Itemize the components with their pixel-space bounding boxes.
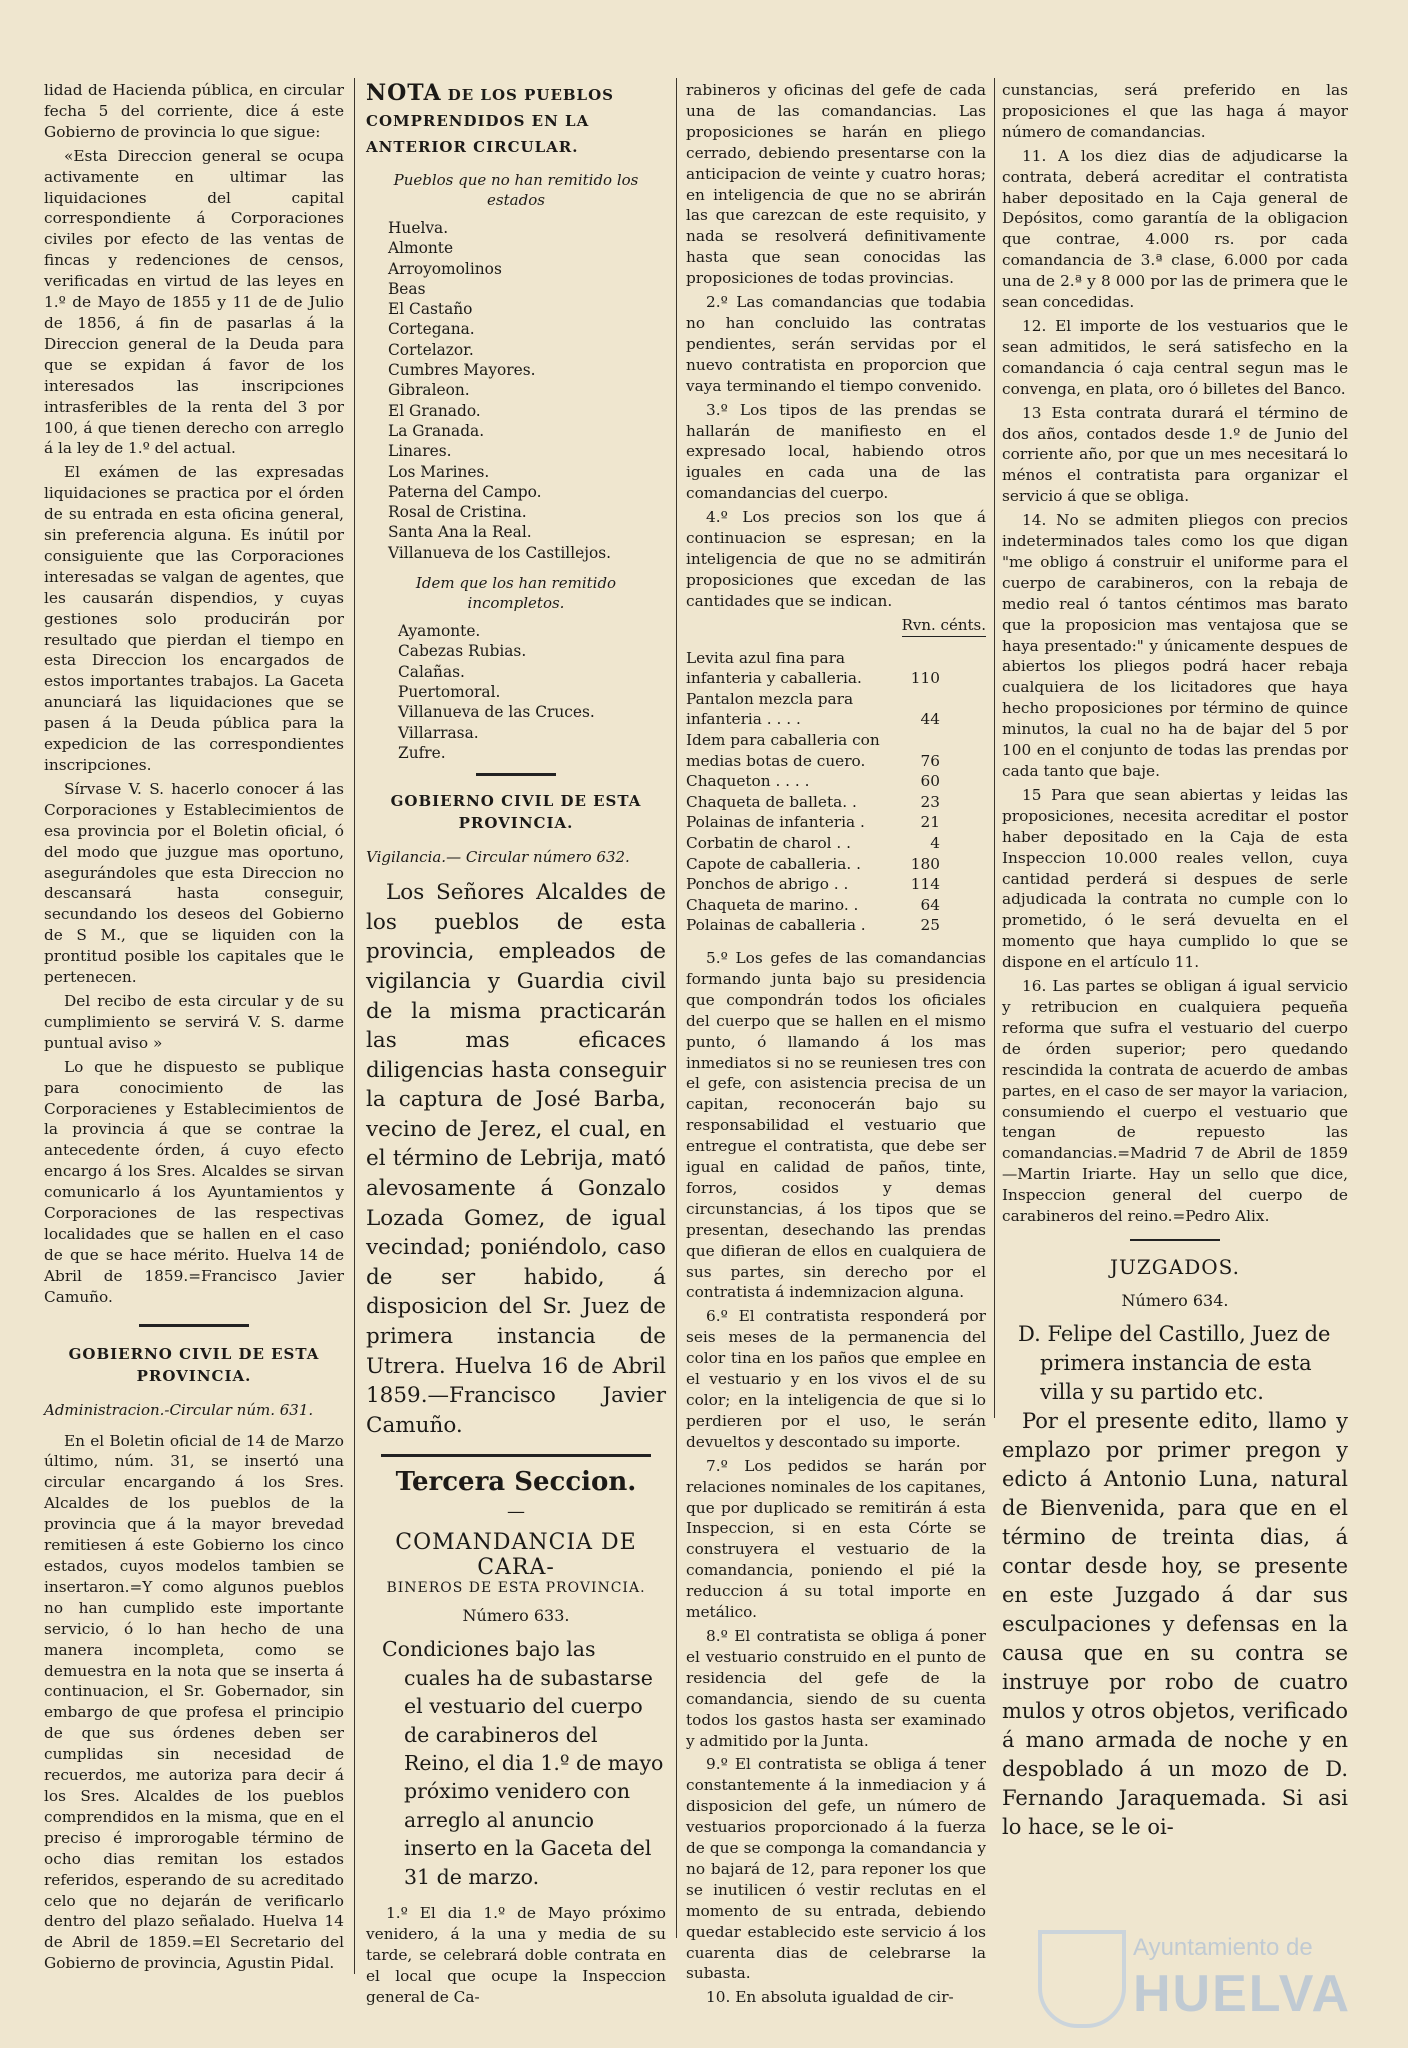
paragraph: cunstancias, será preferido en las proposiciones el que las haga á mayor número de comandancias. xyxy=(1002,81,1348,141)
paragraph: Sírvase V. S. hacerlo conocer á las Corporaciones y Establecimientos de esa provincia por el Boletin oficial, ó del modo que juzgue mas oportuno, asegurándoles que esta Direccion no descansará hasta conseguir, secundando los deseos del Gobierno de S M., que se liquiden con la prontitud posible los capitales que le pertenecen. xyxy=(44,779,344,987)
divider xyxy=(1130,1239,1220,1241)
shield-icon xyxy=(1038,1930,1126,2028)
list-item: Huelva. xyxy=(388,219,449,237)
section-heading: JUZGADOS. xyxy=(1110,1254,1240,1279)
price-item: Polainas de caballeria . xyxy=(686,916,866,935)
list-title: Idem que los han remitido incompletos. xyxy=(415,574,617,613)
price-item: Chaqueton . . . . xyxy=(686,772,810,791)
paragraph: 7.º Los pedidos se harán por relaciones nominales de los capitanes, que por duplicado se remitirán á esta Inspeccion, si en esta Córte se construyera el vestuario de la comandancia, poniendo el pié la reduccion á su total importe en metálico. xyxy=(686,1456,986,1622)
paragraph: 12. El importe de los vestuarios que le sean admitidos, le será satisfecho en la comandancia ó caja central segun mas le convenga, en plata, oro ó billetes del Banco. xyxy=(1002,316,1348,398)
column-rule xyxy=(676,78,677,1938)
list-item: Puertomoral. xyxy=(398,682,501,701)
paragraph: 16. Las partes se obligan á igual servicio y retribucion en cualquiera pequeña reforma que sufra el vestuario del cuerpo de órden superior; pero quedando rescindida la contrata de acuerdo de ambas partes, en el caso de ser mayor la variacion, consumiendo el cuerpo el vestuario que tengan de repuesto las comandancias.=Madrid 7 de Abril de 1859 —Martin Iriarte. Hay un sello que dice, Inspeccion general del cuerpo de carabineros del reino.=Pedro Alix. xyxy=(1002,977,1348,1226)
nota-title-rest: DE LOS PUEBLOS COMPRENDIDOS EN LA ANTERIOR CIRCULAR. xyxy=(366,86,614,156)
paragraph: 9.º El contratista se obliga á tener constantemente á la inmediacion y á disposicion del gefe, un número de vestuarios proporcionado á la fuerza de que se componga la comandancia y no bajará de 12, para reponer los que se inutilicen ó vestir reclutas en el momento de su entrada, debiendo quedar establecido este servicio á los cuarenta dias de celebrarse la subasta. xyxy=(686,1755,986,1983)
notice-number: Número 634. xyxy=(1121,1290,1229,1310)
list-item: Los Marines. xyxy=(388,462,490,481)
paragraph: 4.º Los precios son los que á continuacion se espresan; en la inteligencia de que no se admitirán proposiciones que excedan de las cantidades que se indican. xyxy=(686,508,986,610)
list-item: Ayamonte. xyxy=(398,622,481,641)
list-item: Linares. xyxy=(388,442,452,461)
paragraph: 6.º El contratista responderá por seis meses de la permanencia del color tina en los paños que emplee en el vestuario y en los vivos el de su color; en la inteligencia de que si lo perdieren por el uso, le serán devueltos y descontado su importe. xyxy=(686,1307,986,1451)
column-rule xyxy=(994,78,995,1418)
price-item: Levita azul fina para infanteria y caballeria. xyxy=(686,648,862,688)
list-item: Beas xyxy=(388,279,426,298)
paragraph: 10. En absoluta igualdad de cir- xyxy=(706,1988,954,2007)
price-value: 180 xyxy=(910,854,940,873)
column-rule xyxy=(354,78,355,1974)
price-value: 25 xyxy=(920,916,940,935)
price-item: Ponchos de abrigo . . xyxy=(686,875,849,894)
watermark-line1: Ayuntamiento de xyxy=(1133,1934,1313,1961)
archive-watermark xyxy=(1038,1920,1352,2030)
paragraph: 2.º Las comandancias que todabia no han concluido las contratas pendientes, serán servidas por el nuevo contratista en proporcion que vaya terminando el tiempo convenido. xyxy=(686,293,986,395)
list-item: Zufre. xyxy=(398,743,446,762)
paragraph: El exámen de las expresadas liquidaciones se practica por el órden de su entrada en esta oficina general, sin preferencia alguna. Es inútil por consiguiente que las Corporaciones interesadas se valgan de agentes, que les causarán dispendios, y cuyas gestiones solo producirán por resultado que pierdan el tiempo en esta Direccion los encargados de estos importantes trabajos. La Gaceta anunciará las liquidaciones que se pasen á la Deuda pública para la expedicion de las correspondientes inscripciones. xyxy=(44,463,344,774)
price-item: Chaqueta de marino. . xyxy=(686,895,859,914)
price-item: Capote de caballeria. . xyxy=(686,854,861,873)
list-item: Rosal de Cristina. xyxy=(388,503,527,522)
comandancia-title: COMANDANCIA DE CARA- xyxy=(395,1530,637,1581)
list-item: Almonte xyxy=(388,239,454,258)
paragraph: 14. No se admiten pliegos con precios indeterminados tales como los que digan "me obligo á construir el uniforme para el cuerpo de carabineros, con la rebaja de medio real ó tantos céntimos mas barato que la proposicion mas ventajosa que se haya presentado:" y únicamente despues de abiertos los pliegos podrá hacer rebaja cualquiera de los licitadores que haya hecho proposiciones por término de quince minutos, la cual no ha de bajar del 5 por 100 en el conjunto de todas las prendas por cada tanto que baje. xyxy=(1002,511,1348,780)
list-item: Villarrasa. xyxy=(398,723,479,742)
divider xyxy=(139,1324,249,1327)
table-row xyxy=(686,792,986,813)
list-item: Paterna del Campo. xyxy=(388,482,542,501)
conditions-title: Condiciones bajo las cuales ha de subastarse el vestuario del cuerpo de carabineros del Reino, el dia 1.º de mayo próximo venidero con arreglo al anuncio inserto en la Gaceta del 31 de marzo. xyxy=(382,1637,664,1889)
paragraph: 13 Esta contrata durará el término de dos años, contados desde 1.º de Junio del corriente año, por que un mes necesitará lo ménos el contratista para organizar el servicio á que se obliga. xyxy=(1002,403,1348,506)
list-item: La Granada. xyxy=(388,421,485,440)
notice-number: Número 633. xyxy=(462,1606,570,1626)
table-row xyxy=(686,689,986,730)
table-row xyxy=(686,771,986,792)
table-row xyxy=(686,915,986,936)
nota-title xyxy=(366,80,666,160)
list-item: Gibraleon. xyxy=(388,381,470,400)
table-row xyxy=(686,648,986,689)
paragraph: 11. A los diez dias de adjudicarse la contrata, deberá acreditar el contratista haber depositado en la Caja general de Depósitos, como garantía de la obligacion que contrae, 4.000 rs. por cada comandancia de 3.ª clase, 6.000 por cada una de 2.ª y 8 000 por las de primera que le sean concedidas. xyxy=(1002,146,1348,312)
paragraph: 3.º Los tipos de las prendas se hallarán de manifiesto en el expresado local, habiendo otros iguales en cada una de las comandancias del cuerpo. xyxy=(686,400,986,503)
town-list xyxy=(366,621,666,763)
price-value: 21 xyxy=(920,813,940,832)
price-item: Idem para caballeria con medias botas de cuero. xyxy=(686,731,880,770)
column-1 xyxy=(44,80,344,1988)
list-item: El Granado. xyxy=(388,401,481,420)
price-value: 110 xyxy=(910,669,940,688)
paragraph: Lo que he dispuesto se publique para conocimiento de las Corporacienes y Establecimientos de la provincia á que se contrae la antecedente órden, á cuyo efecto encargo á los Sres. Alcaldes se sirvan comunicarlo á los Ayuntamientos y Corporaciones de las respectivas localidades que se hallen en el caso de que se hace mérito. Huelva 14 de Abril de 1859.=Francisco Javier Camuño. xyxy=(44,1057,344,1306)
paragraph: 15 Para que sean abiertas y leidas las proposiciones, necesita acreditar el postor haber depositado en la Caja de esta Inspeccion 10.000 reales vellon, cuya cantidad perderá si despues de serle adjudicada la contrata no cumple con lo prometido, ó le será devuelta en el momento que haya cumplido lo que se dispone en el artículo 11. xyxy=(1002,785,1348,972)
table-row xyxy=(686,812,986,833)
list-item: Calañas. xyxy=(398,662,465,681)
price-table xyxy=(686,648,986,936)
notice-text: Por el presente edito, llamo y emplazo por primer pregon y edicto á Antonio Luna, natural de Bienvenida, para que en el término de treinta dias, á contar desde hoy, se presente en este Juzgado á dar sus esculpaciones y defensas en la causa que en su contra se instruye por robo de cuatro mulos y otros objetos, verificado á mano armada de noche y en despoblado á un mozo de D. Fernando Jaraquemada. Si asi lo hace, se le oi- xyxy=(1002,1408,1348,1839)
price-value: 114 xyxy=(910,875,940,894)
price-value: 4 xyxy=(930,834,940,852)
paragraph: rabineros y oficinas del gefe de cada una de las comandancias. Las proposiciones se harán en pliego cerrado, debiendo presentarse con la anticipacion de veinte y cuatro horas; en inteligencia de que no se abrirán las que carezcan de este requisito, y nada se resolverá definitivamente hasta que sean conocidas las proposiciones de todas provincias. xyxy=(686,81,986,288)
price-value: 44 xyxy=(920,710,940,729)
price-item: Chaqueta de balleta. . xyxy=(686,792,857,811)
list-item: Arroyomolinos xyxy=(388,259,502,278)
table-row xyxy=(686,895,986,916)
price-header-label: Rvn. cénts. xyxy=(902,616,986,637)
paragraph: 5.º Los gefes de las comandancias formando junta bajo su presidencia que compondrán todos los oficiales del cuerpo que se hallen en el mismo punto, ó llamando á los mas inmediatos si no se reuniesen tres con el gefe, con asistencia precisa de un capitan, reconocerán bajo su responsabilidad el vestuario que entregue el contratista, que debe ser igual en calidad de paños, tinte, forros, cosidos y demas circunstancias, á los tipos que se presentan, desechando las prendas que difieran de ellos en cualquiera de sus partes, sin derecho por el contratista á indemnizacion alguna. xyxy=(686,948,986,1302)
section-heading: GOBIERNO CIVIL DE ESTA PROVINCIA. xyxy=(390,792,642,833)
price-value: 76 xyxy=(920,751,940,770)
table-row xyxy=(686,854,986,875)
paragraph: «Esta Direccion general se ocupa activamente en ultimar las liquidaciones del capital correspondiente á Corporaciones civiles por efecto de las ventas de fincas y redenciones de censos, verificadas en virtud de las leyes en 1.º de Mayo de 1855 y 11 de de Julio de 1856, á fin de pasarlas á la Direccion general de la Deuda para que se expidan á favor de los interesados las inscripciones intrasferibles de la renta del 3 por 100, á que tienen derecho con arreglo á la ley de 1.º del actual. xyxy=(44,146,344,458)
list-item: Villanueva de las Cruces. xyxy=(398,703,595,722)
town-list xyxy=(366,218,666,563)
list-item: Cortegana. xyxy=(388,320,475,339)
price-value: 64 xyxy=(920,895,940,914)
column-2 xyxy=(366,80,666,2006)
watermark-line2: HUELVA xyxy=(1133,1965,1352,2023)
column-4 xyxy=(1002,80,1348,1988)
list-item: Cabezas Rubias. xyxy=(398,642,527,661)
paragraph: Del recibo de esta circular y de su cumplimiento se servirá V. S. darme puntual aviso » xyxy=(44,991,344,1052)
circular-label: Vigilancia.— Circular número 632. xyxy=(366,848,630,867)
list-title: Pueblos que no han remitido los estados xyxy=(393,171,639,209)
price-value: 23 xyxy=(920,792,940,811)
list-item: Villanueva de los Castillejos. xyxy=(388,543,612,562)
price-item: Polainas de infanteria . xyxy=(686,813,865,832)
list-item: Cumbres Mayores. xyxy=(388,361,536,380)
table-row xyxy=(686,730,986,771)
list-item: Santa Ana la Real. xyxy=(388,523,532,542)
column-3 xyxy=(686,80,986,2007)
table-row xyxy=(686,874,986,895)
circular-label: Administracion.-Circular núm. 631. xyxy=(44,1400,314,1419)
price-item: Pantalon mezcla para infanteria . . . . xyxy=(686,689,854,729)
divider xyxy=(381,1454,651,1457)
nota-title-first: NOTA xyxy=(366,80,442,106)
paragraph: En el Boletin oficial de 14 de Marzo último, núm. 31, se insertó una circular encargando á los Sres. Alcaldes de los pueblos de la provincia que á la mayor brevedad remitiesen á este Gobierno los cinco estados, cuyos modelos tambien se insertaron.=Y como algunos pueblos no han cumplido este importante servicio, ó lo han hecho de una manera incompleta, como se demuestra en la nota que se inserta á continuacion, el Sr. Gobernador, sin embargo de que profesa el principio de que sus órdenes deben ser cumplidas sin necesidad de recuerdos, me autoriza para decir á los Sres. Alcaldes de los pueblos comprendidos en la misma, que en el preciso é improrogable término de ocho dias remitan los estados referidos, esperando de su acreditado celo que no dejarán de verificarlo dentro del plazo señalado. Huelva 14 de Abril de 1859.=El Secretario del Gobierno de provincia, Agustin Pidal. xyxy=(44,1431,344,1973)
list-item: Cortelazor. xyxy=(388,340,474,359)
price-value: 60 xyxy=(920,772,940,791)
divider xyxy=(476,773,556,776)
paragraph: 8.º El contratista se obliga á poner el vestuario construido en el punto de residencia del gefe de la comandancia, siendo de su cuenta todos los gastos hasta ser examinado y admitido por la Junta. xyxy=(686,1626,986,1750)
paragraph: lidad de Hacienda pública, en circular fecha 5 del corriente, dice á este Gobierno de provincia lo que sigue: xyxy=(44,81,344,141)
section-heading: GOBIERNO CIVIL DE ESTA PROVINCIA. xyxy=(68,1344,320,1385)
list-item: El Castaño xyxy=(388,300,473,319)
dash: — xyxy=(507,1501,525,1523)
notice-text: Los Señores Alcaldes de los pueblos de esta provincia, empleados de vigilancia y Guardia civil de la misma practicarán las mas eficaces diligencias hasta conseguir la captura de José Barba, vecino de Jerez, el cual, en el término de Lebrija, mató alevosamente á Gonzalo Lozada Gomez, de igual vecindad; poniéndolo, caso de ser habido, á disposicion del Sr. Juez de primera instancia de Utrera. Huelva 16 de Abril 1859.—Francisco Javier Camuño. xyxy=(366,880,666,1438)
comandancia-subtitle: BINEROS DE ESTA PROVINCIA. xyxy=(386,1580,646,1597)
section-title: Tercera Seccion. xyxy=(395,1467,637,1498)
judge-title: D. Felipe del Castillo, Juez de primera instancia de esta villa y su partido etc. xyxy=(1018,1321,1331,1404)
table-row xyxy=(686,833,986,854)
price-item: Corbatin de charol . . xyxy=(686,834,852,852)
paragraph: 1.º El dia 1.º de Mayo próximo venidero, á la una y media de su tarde, se celebrará doble contrata en el local que ocupe la Inspeccion general de Ca- xyxy=(366,1904,666,2006)
price-header xyxy=(686,616,986,634)
